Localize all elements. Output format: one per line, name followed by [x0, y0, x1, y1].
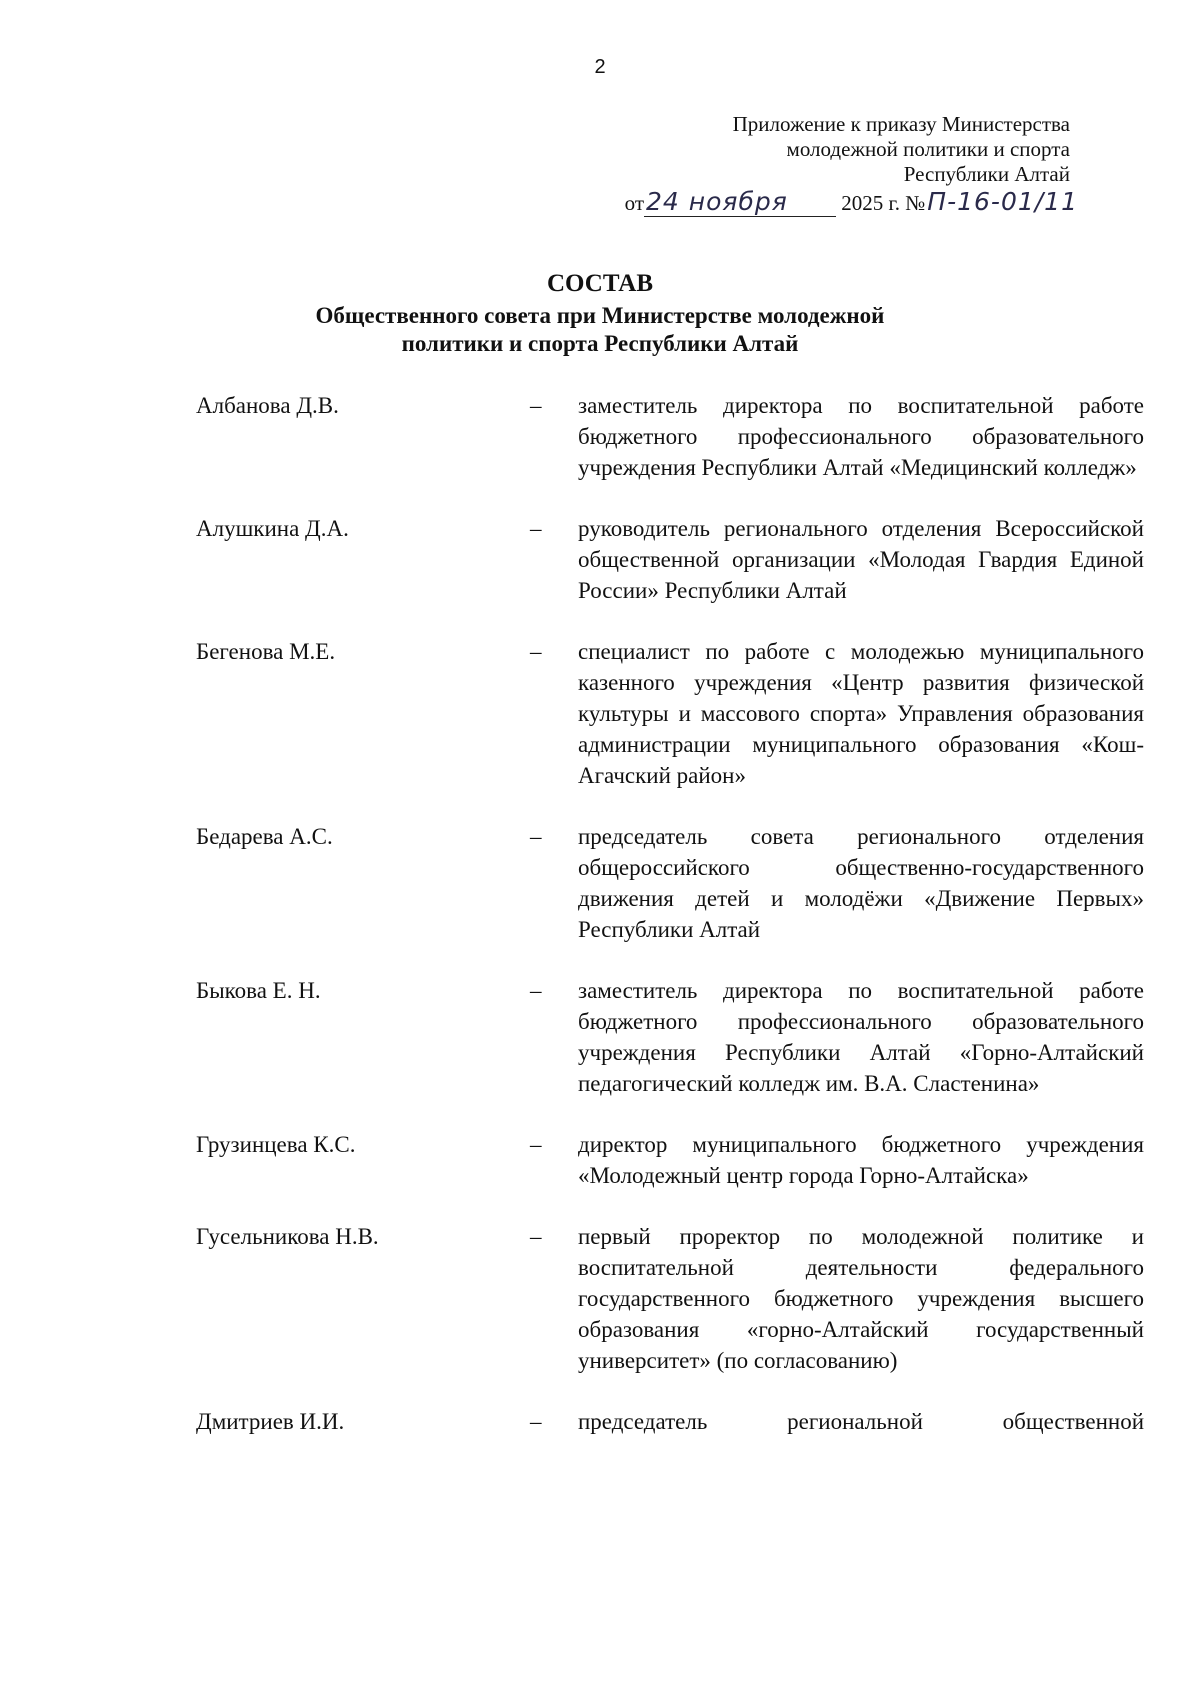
appendix-header	[610, 112, 1070, 187]
page-number: 2	[594, 56, 606, 78]
handwritten-order-number: П-16-01/11	[927, 187, 1078, 216]
member-description: председатель региональной общественной	[578, 1409, 1144, 1434]
member-name: Гусельникова Н.В.	[196, 1224, 379, 1249]
title-line: политики и спорта Республики Алтай	[401, 331, 799, 356]
member-dash: –	[530, 1224, 542, 1249]
date-prefix: от	[624, 191, 645, 215]
member-row	[0, 1221, 1200, 1376]
member-row	[0, 975, 1200, 1099]
member-row	[0, 1129, 1200, 1191]
order-year-number-label: 2025 г. №	[841, 191, 926, 215]
member-name: Дмитриев И.И.	[196, 1409, 345, 1434]
member-row	[0, 513, 1200, 606]
member-dash: –	[530, 824, 542, 849]
document-title	[0, 270, 1200, 358]
member-name: Быкова Е. Н.	[196, 978, 321, 1003]
order-date-line	[625, 187, 1078, 221]
member-description: председатель совета регионального отделения общероссийского общественно-государственного движения детей и молодёжи «Движение Первых» Республики Алтай	[578, 824, 1144, 942]
member-description: директор муниципального бюджетного учреждения «Молодежный центр города Горно-Алтайска»	[578, 1132, 1144, 1188]
appendix-line: молодежной политики и спорта	[786, 137, 1070, 161]
appendix-line: Приложение к приказу Министерства	[732, 112, 1070, 136]
member-row	[0, 1406, 1200, 1437]
member-description: специалист по работе с молодежью муниципального казенного учреждения «Центр развития физической культуры и массового спорта» Управления образования администрации муниципального образования «Кош-Агачский район»	[578, 639, 1144, 788]
member-row	[0, 821, 1200, 945]
member-dash: –	[530, 978, 542, 1003]
member-dash: –	[530, 1409, 542, 1434]
member-description: руководитель регионального отделения Всероссийской общественной организации «Молодая Гвардия Единой России» Республики Алтай	[578, 516, 1144, 603]
member-row	[0, 390, 1200, 483]
member-name: Бегенова М.Е.	[196, 639, 336, 664]
member-name: Бедарева А.С.	[196, 824, 333, 849]
title-main: СОСТАВ	[546, 270, 654, 297]
member-description: первый проректор по молодежной политике и воспитательной деятельности федерального государственного бюджетного учреждения высшего образования «горно-Алтайский государственный университет» (по согласованию)	[578, 1224, 1144, 1373]
member-name: Грузинцева К.С.	[196, 1132, 356, 1157]
member-dash: –	[530, 516, 542, 541]
member-row	[0, 636, 1200, 791]
handwritten-date: 24 ноября	[644, 187, 836, 217]
member-dash: –	[530, 393, 542, 418]
member-description: заместитель директора по воспитательной работе бюджетного профессионального образовательного учреждения Республики Алтай «Горно-Алтайский педагогический колледж им. В.А. Сластенина»	[578, 978, 1144, 1096]
members-list	[0, 390, 1200, 1467]
appendix-line: Республики Алтай	[903, 162, 1070, 186]
member-dash: –	[530, 1132, 542, 1157]
member-description: заместитель директора по воспитательной работе бюджетного профессионального образовательного учреждения Республики Алтай «Медицинский колледж»	[578, 393, 1144, 480]
member-name: Албанова Д.В.	[196, 393, 339, 418]
member-dash: –	[530, 639, 542, 664]
title-line: Общественного совета при Министерстве молодежной	[315, 303, 885, 328]
member-name: Алушкина Д.А.	[196, 516, 349, 541]
